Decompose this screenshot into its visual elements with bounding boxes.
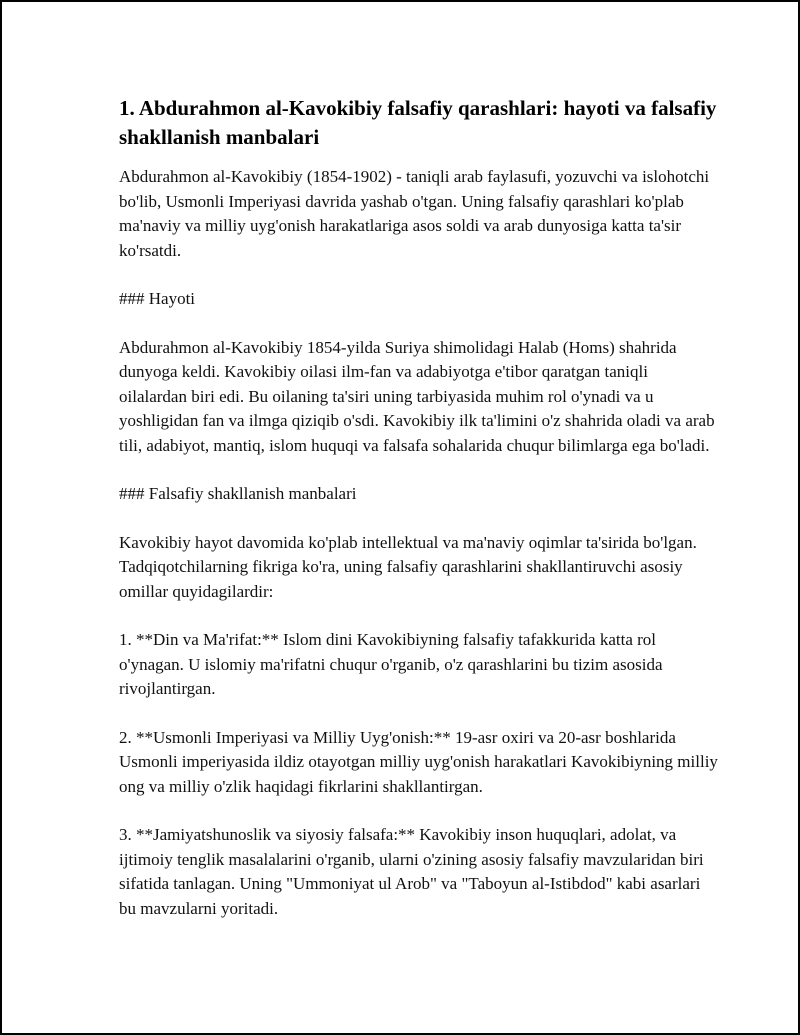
document-title: 1. Abdurahmon al-Kavokibiy falsafiy qarashlari: hayoti va falsafiy shakllanish manbalari xyxy=(119,96,717,149)
heading-hayoti: ### Hayoti xyxy=(119,289,196,308)
heading-manbalar: ### Falsafiy shakllanish manbalari xyxy=(119,484,357,503)
manbalar-paragraph: Kavokibiy hayot davomida ko'plab intellektual va ma'naviy oqimlar ta'sirida bo'lgan. Tadqiqotchilarning fikriga ko'ra, uning falsafiy qarashlarini shakllantiruvchi asosiy omillar quyidagilardir: xyxy=(119,532,697,601)
list-item-3: 3. **Jamiyatshunoslik va siyosiy falsafa:** Kavokibiy inson huquqlari, adolat, va ijtimoiy tenglik masalalarini o'rganib, ularni o'zining asosiy falsafiy mavzularidan biri sifatida tanlagan. Uning "Ummoniyat ul Arob" va "Taboyun al-Istibdod" kabi asarlari bu mavzularni yoritadi. xyxy=(119,825,704,918)
list-item-1: 1. **Din va Ma'rifat:** Islom dini Kavokibiyning falsafiy tafakkurida katta rol o'ynagan. U islomiy ma'rifatni chuqur o'rganib, o'z qarashlarini bu tizim asosida rivojlantirgan. xyxy=(119,630,663,698)
hayoti-paragraph: Abdurahmon al-Kavokibiy 1854-yilda Suriya shimolidagi Halab (Homs) shahrida dunyoga keldi. Kavokibiy oilasi ilm-fan va adabiyotga e'tibor qaratgan taniqli oilalardan biri edi. Bu oilaning ta'siri uning tarbiyasida muhim rol o'ynadi va u yoshligidan fan va ilmga qiziqib o'sdi. Kavokibiy ilk ta'limini o'z shahrida oladi va arab tili, adabiyot, mantiq, islom huquqi va falsafa sohalarida chuqur bilimlarga ega bo'ladi. xyxy=(119,337,715,455)
list-item-2: 2. **Usmonli Imperiyasi va Milliy Uyg'onish:** 19-asr oxiri va 20-asr boshlarida Usmonli imperiyasida ildiz otayotgan milliy uyg'onish harakatlari Kavokibiyning milliy ong va milliy o'zlik haqidagi fikrlarini shakllantirgan. xyxy=(119,727,718,796)
intro-paragraph: Abdurahmon al-Kavokibiy (1854-1902) - taniqli arab faylasufi, yozuvchi va islohotchi bo'lib, Usmonli Imperiyasi davrida yashab o'tgan. Uning falsafiy qarashlari ko'plab ma'naviy va milliy uyg'onish harakatlariga asos soldi va arab dunyosiga katta ta'sir ko'rsatdi. xyxy=(119,167,710,260)
